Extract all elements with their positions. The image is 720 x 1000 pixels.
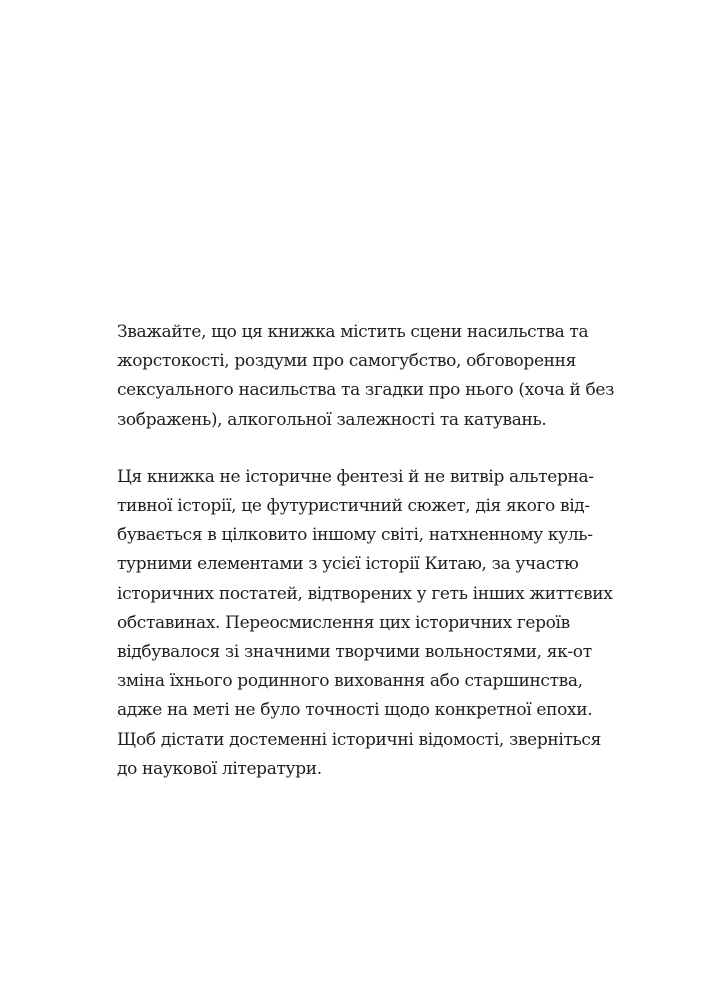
notice-text-block <box>117 318 617 784</box>
text-line: турними елементами з усієї історії Китаю, за участю <box>117 554 579 575</box>
text-line: до наукової літератури. <box>117 758 322 779</box>
text-line: Щоб дістати достеменні історичні відомості, зверніться <box>117 729 601 750</box>
text-line: історичних постатей, відтворених у геть інших життєвих <box>117 583 613 604</box>
text-line: сексуального насильства та згадки про нього (хоча й без <box>117 380 615 401</box>
text-line: зображень), алкогольної залежності та катувань. <box>117 409 547 430</box>
text-line: відбувалося зі значними творчими вольностями, як-от <box>117 642 592 663</box>
text-line: зміна їхнього родинного виховання або старшинства, <box>117 671 583 692</box>
content-warning-paragraph <box>117 318 617 435</box>
historical-note-paragraph <box>117 463 617 784</box>
text-line: Зважайте, що ця книжка містить сцени насильства та <box>117 322 589 342</box>
text-line: обставинах. Переосмислення цих історичних героїв <box>117 612 570 633</box>
text-line: Ця книжка не історичне фентезі й не витвір альтерна- <box>117 466 594 487</box>
text-line: бувається в цілковито іншому світі, натхненному куль- <box>117 525 593 546</box>
text-line: жорстокості, роздуми про самогубство, обговорення <box>117 351 577 372</box>
text-line: адже на меті не було точності щодо конкретної епохи. <box>117 700 593 721</box>
text-line: тивної історії, це футуристичний сюжет, дія якого від- <box>117 496 590 517</box>
